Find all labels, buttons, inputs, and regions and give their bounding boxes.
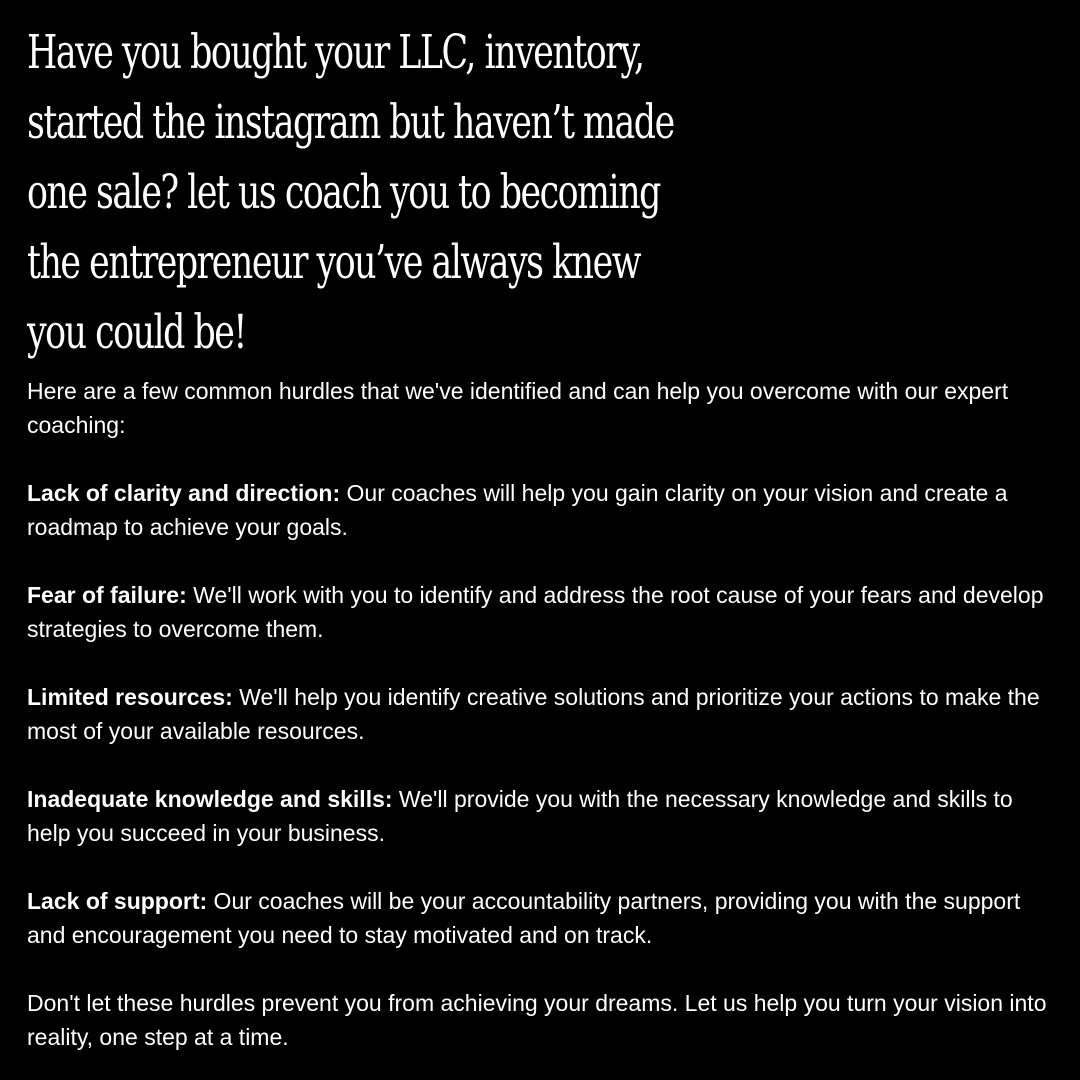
hurdle-text: We'll provide you with the necessary knowledge and skills to help you succeed in your business. (27, 786, 1013, 846)
hurdle-item (27, 782, 1057, 850)
headline-line: one sale? let us coach you to becoming (27, 165, 660, 220)
hurdle-item (27, 578, 1057, 646)
headline (27, 18, 674, 368)
hurdle-title: Lack of clarity and direction: (27, 480, 341, 506)
hurdle-item (27, 476, 1057, 544)
hurdle-text: We'll work with you to identify and address the root cause of your fears and develop strategies to overcome them. (27, 582, 1044, 642)
headline-line: started the instagram but haven’t made (27, 95, 674, 150)
hurdle-item (27, 680, 1057, 748)
hurdle-title: Limited resources: (27, 684, 233, 710)
closing-paragraph: Don't let these hurdles prevent you from achieving your dreams. Let us help you turn your vision into reality, one step at a time. (27, 990, 1047, 1050)
hurdle-text: Our coaches will be your accountability partners, providing you with the support and encouragement you need to stay motivated and on track. (27, 888, 1021, 948)
hurdle-text: We'll help you identify creative solutions and prioritize your actions to make the most of your available resources. (27, 684, 1040, 744)
hurdle-text: Our coaches will help you gain clarity on your vision and create a roadmap to achieve your goals. (27, 480, 1008, 540)
body-copy (27, 374, 1057, 1054)
hurdle-title: Fear of failure: (27, 582, 187, 608)
headline-line: Have you bought your LLC, inventory, (27, 25, 644, 80)
hurdle-title: Lack of support: (27, 888, 208, 914)
headline-line: you could be! (27, 305, 246, 360)
hurdle-item (27, 884, 1057, 952)
intro-paragraph: Here are a few common hurdles that we've identified and can help you overcome with our expert coaching: (27, 378, 1009, 438)
hurdle-title: Inadequate knowledge and skills: (27, 786, 393, 812)
headline-line: the entrepreneur you’ve always knew (27, 235, 640, 290)
